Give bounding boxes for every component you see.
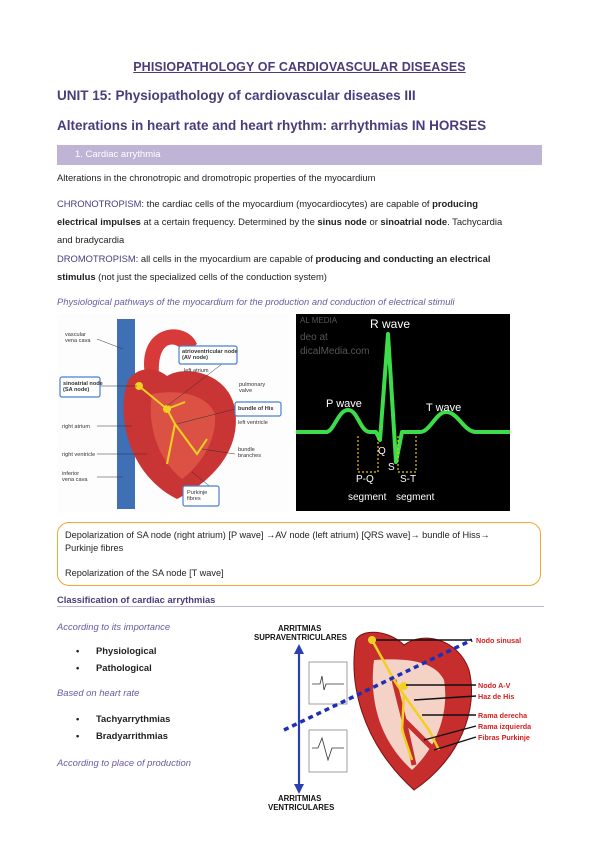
ecg-q-label: Q: [378, 446, 386, 457]
figure-caption: Physiological pathways of the myocardium for the production and conduction of electrical stimuli: [57, 296, 455, 307]
dromo-text-1: : all cells in the myocardium are capable of: [135, 253, 316, 264]
classification-heading: Classification of cardiac arrythmias: [57, 594, 216, 605]
av-node-marker: [163, 405, 171, 413]
ecg-watermark-1: AL MEDIA: [300, 316, 338, 325]
importance-list: [76, 642, 156, 676]
dromo-text-2: (not just the specialized cells of the conduction system): [95, 271, 327, 282]
list-item: • Physiological: [76, 642, 156, 659]
label-left-ventricle: left ventricle: [238, 420, 268, 426]
label-right-atrium: right atrium: [62, 424, 90, 430]
summary-line-2: Purkinje fibres: [65, 543, 124, 553]
supraventricular-label-2: SUPRAVENTRICULARES: [254, 633, 347, 642]
chrono-bold-1: producing: [432, 198, 478, 209]
list-item: • Tachyarrythmias: [76, 710, 170, 727]
list-item: • Bradyarrithmias: [76, 727, 170, 744]
section-header-bar: [57, 145, 542, 165]
ecg-pq-segment-label: segment: [348, 492, 387, 503]
summary-line-1: Depolarization of SA node (right atrium) [P wave] →AV node (left atrium) [QRS wave]→ bundle of Hiss→: [65, 530, 490, 540]
rate-heading: Based on heart rate: [57, 687, 140, 698]
label-fibras-purkinje: Fibras Purkinje: [478, 733, 530, 742]
label-right-ventricle: right ventricle: [62, 452, 96, 458]
ventricular-label-1: ARRITMIAS: [278, 794, 322, 803]
document-main-title: PHISIOPATHOLOGY OF CARDIOVASCULAR DISEASES: [133, 60, 466, 74]
label-bundle-of-his: bundle of His: [238, 406, 274, 412]
ventricular-label-2: VENTRICULARES: [268, 803, 335, 812]
supraventricular-label-1: ARRITMIAS: [278, 624, 322, 633]
label-purkinje-fibres: Purkinje fibres: [187, 490, 208, 502]
arrhythmia-location-diagram: [244, 620, 544, 818]
dromo-bold-1: producing and conducting an electrical: [315, 253, 491, 264]
rate-list: [76, 710, 170, 744]
label-haz-de-his: Haz de His: [478, 692, 515, 701]
ecg-st-segment-label: segment: [396, 492, 435, 503]
ecg-pq-label: P-Q: [356, 474, 374, 485]
label-rama-derecha: Rama derecha: [478, 711, 528, 720]
ecg-r-wave-label: R wave: [370, 317, 411, 331]
dromo-bold-2: stimulus: [57, 271, 96, 282]
section-header-label: 1. Cardiac arrythmia: [75, 149, 161, 160]
section-subtitle: Alterations in heart rate and heart rhythm: arrhythmias IN HORSES: [57, 118, 487, 133]
label-bundle-branches: bundle branches: [238, 447, 262, 459]
label-inferior-vena-cava: inferior vena cava: [62, 471, 88, 483]
intro-paragraph: Alterations in the chronotropic and dromotropic properties of the myocardium: [57, 172, 376, 183]
label-av-node: atrioventricular node (AV node): [182, 349, 238, 361]
heart-illustration: [57, 314, 289, 512]
unit-title: UNIT 15: Physiopathology of cardiovascular diseases III: [57, 88, 416, 103]
classification-divider: [57, 606, 544, 607]
list-item: • Pathological: [76, 659, 156, 676]
chrono-text-3: or: [366, 216, 381, 227]
chronotropism-paragraph: [57, 195, 542, 249]
chronotropism-term: CHRONOTROPISM: [57, 198, 142, 209]
label-rama-izquierda: Rama izquierda: [478, 722, 532, 731]
label-nodo-sinusal: Nodo sinusal: [476, 636, 522, 645]
chrono-text-1: : the cardiac cells of the myocardium (myocardiocytes) are capable of: [141, 198, 433, 209]
chrono-bold-3: sinus node: [317, 216, 367, 227]
label-pulmonary-valve: pulmonary valve: [239, 382, 266, 394]
place-heading: According to place of production: [57, 757, 191, 768]
dromotropism-term: DROMOTROPISM: [57, 253, 136, 264]
conduction-summary-box: [57, 522, 541, 586]
ecg-p-wave-label: P wave: [326, 398, 362, 410]
label-nodo-av: Nodo A-V: [478, 681, 511, 690]
ecg-st-label: S-T: [400, 474, 417, 485]
importance-heading: According to its importance: [57, 621, 171, 632]
chrono-bold-4: sinoatrial node: [380, 216, 448, 227]
summary-line-3: Repolarization of the SA node [T wave]: [65, 568, 224, 578]
chrono-text-4: . Tachycardia: [447, 216, 503, 227]
chrono-bold-2: electrical impulses: [57, 216, 141, 227]
label-left-atrium: left atrium: [184, 368, 209, 374]
label-vena-cava: vascular vena cava: [65, 332, 91, 344]
ecg-t-wave-label: T wave: [426, 402, 462, 414]
ecg-s-label: S: [388, 462, 395, 473]
dromotropism-paragraph: [57, 250, 542, 286]
heart-conduction-diagram: [57, 314, 289, 512]
chrono-text-2: at a certain frequency. Determined by the: [140, 216, 318, 227]
ecg-watermark-2: deo at: [300, 332, 328, 343]
label-sa-node: sinoatrial node (SA node): [63, 381, 103, 393]
ecg-watermark-3: dicalMedia.com: [300, 346, 370, 357]
chrono-text-5: and bradycardia: [57, 234, 125, 245]
ecg-diagram: [296, 314, 510, 511]
